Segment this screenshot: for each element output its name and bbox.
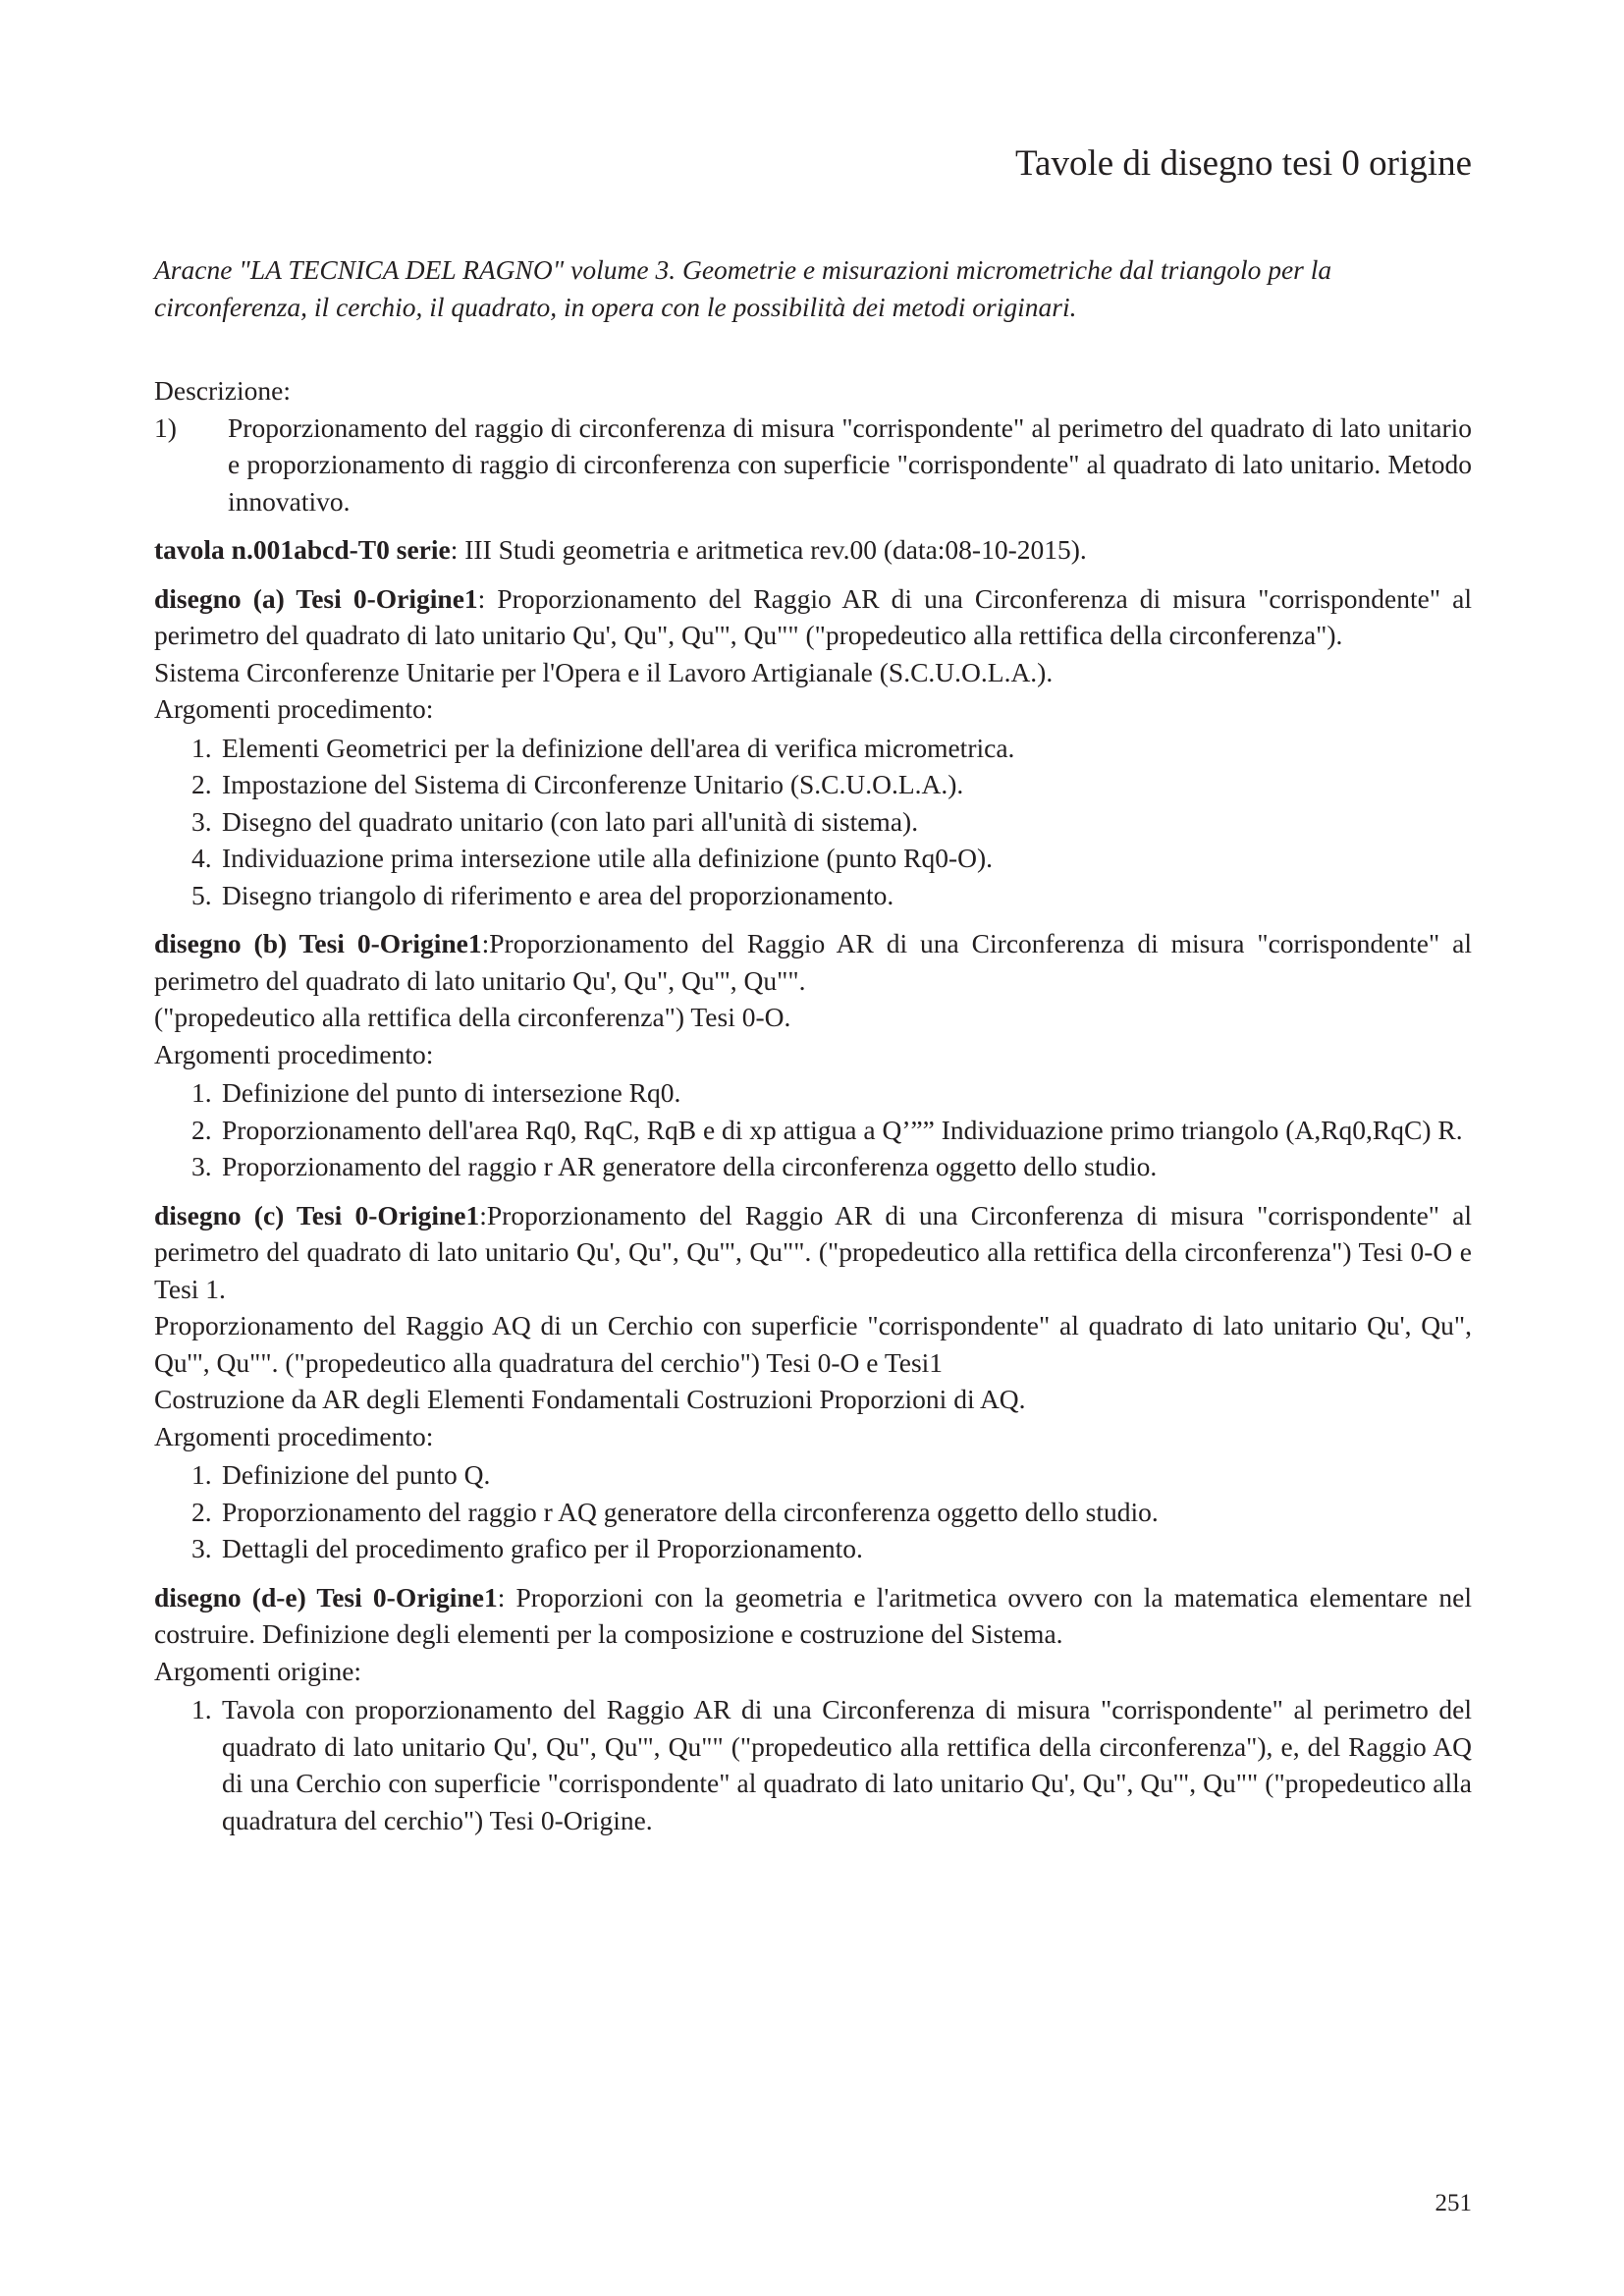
list-item-number: 3. bbox=[191, 1151, 212, 1181]
page-number: 251 bbox=[1435, 2190, 1472, 2216]
tavola-label: tavola n.001abcd-T0 serie bbox=[154, 534, 451, 565]
disegno-a-steps bbox=[154, 730, 1472, 914]
disegno-c-args-heading: Argomenti procedimento: bbox=[154, 1420, 434, 1451]
description-item-text: Proporzionamento del raggio di circonferenza di misura "corrispondente" al perimetro del quadrato di lato unitario e proporzionamento di raggio di circonferenza con superficie "corrispondente" al quadrato di lato unitario. Metodo innovativo. bbox=[228, 411, 1472, 517]
list-item-text: Dettagli del procedimento grafico per il Proporzionamento. bbox=[222, 1533, 863, 1563]
list-item-number: 1. bbox=[191, 732, 212, 763]
disegno-de-args-heading: Argomenti origine: bbox=[154, 1655, 362, 1686]
disegno-a-args-heading: Argomenti procedimento: bbox=[154, 693, 434, 724]
section-disegno-c bbox=[154, 1197, 1472, 1567]
list-item-text: Individuazione prima intersezione utile alla definizione (punto Rq0-O). bbox=[222, 843, 994, 873]
section-disegno-a bbox=[154, 580, 1472, 914]
list-item bbox=[154, 730, 1472, 767]
disegno-de-label: disegno (d-e) Tesi 0-Origine1 bbox=[154, 1581, 498, 1613]
list-item bbox=[154, 766, 1472, 803]
list-item-text: Proporzionamento del raggio r AR generatore della circonferenza oggetto dello studio. bbox=[222, 1151, 1158, 1181]
disegno-c-label: disegno (c) Tesi 0-Origine1 bbox=[154, 1199, 480, 1230]
list-item-number: 2. bbox=[191, 1496, 212, 1527]
disegno-c-line2: Proporzionamento del Raggio AQ di un Cerchio con superficie "corrispondente" al quadrato di lato unitario Qu', Qu", Qu'", Qu"". ("propedeutico alla quadratura del cerchio") Tesi 0-O e Tesi1 bbox=[154, 1310, 1472, 1378]
disegno-a-paragraph bbox=[154, 580, 1472, 654]
list-item-number: 4. bbox=[191, 843, 212, 873]
disegno-c-steps bbox=[154, 1456, 1472, 1567]
disegno-b-paragraph bbox=[154, 925, 1472, 999]
disegno-b-line2: ("propedeutico alla rettifica della circonferenza") Tesi 0-O. bbox=[154, 1002, 791, 1032]
list-item-number: 5. bbox=[191, 879, 212, 910]
disegno-b-args-heading: Argomenti procedimento: bbox=[154, 1038, 434, 1069]
disegno-a-label: disegno (a) Tesi 0-Origine1 bbox=[154, 582, 478, 614]
tavola-line bbox=[154, 531, 1472, 569]
list-item-number: 2. bbox=[191, 769, 212, 799]
description-heading: Descrizione: bbox=[154, 375, 291, 406]
section-disegno-de bbox=[154, 1579, 1472, 1839]
list-item bbox=[154, 840, 1472, 877]
list-item bbox=[154, 1456, 1472, 1494]
list-item bbox=[154, 877, 1472, 914]
disegno-de-steps bbox=[154, 1691, 1472, 1838]
list-item-text: Definizione del punto di intersezione Rq0. bbox=[222, 1077, 681, 1108]
list-item-text: Impostazione del Sistema di Circonferenze Unitario (S.C.U.O.L.A.). bbox=[222, 769, 964, 799]
list-item bbox=[154, 1074, 1472, 1112]
running-title: Tavole di disegno tesi 0 origine bbox=[1015, 143, 1472, 184]
list-item-text: Disegno triangolo di riferimento e area del proporzionamento. bbox=[222, 879, 894, 910]
section-disegno-b bbox=[154, 925, 1472, 1185]
list-item bbox=[154, 1530, 1472, 1567]
disegno-c-text: :Proporzionamento del Raggio AR di una Circonferenza di misura "corrispondente" al perimetro del quadrato di lato unitario Qu', Qu", Qu'", Qu"". ("propedeutico alla rettifica della circonferenza") Tesi 0-O e Tesi 1. bbox=[154, 1199, 1472, 1304]
disegno-a-text: : Proporzionamento del Raggio AR di una Circonferenza di misura "corrispondente" al perimetro del quadrato di lato unitario Qu', Qu", Qu'", Qu"" ("propedeutico alla rettifica della circonferenza"). bbox=[154, 582, 1473, 650]
disegno-de-paragraph bbox=[154, 1579, 1472, 1653]
list-item-number: 2. bbox=[191, 1114, 212, 1145]
description-item-number: 1) bbox=[154, 411, 177, 443]
list-item bbox=[154, 1112, 1472, 1149]
list-item-number: 1. bbox=[191, 1077, 212, 1108]
list-item bbox=[154, 803, 1472, 841]
disegno-a-line2: Sistema Circonferenze Unitarie per l'Opera e il Lavoro Artigianale (S.C.U.O.L.A.). bbox=[154, 656, 1054, 687]
intro-paragraph: Aracne "LA TECNICA DEL RAGNO" volume 3. Geometrie e misurazioni micrometriche dal triangolo per la circonferenza, il cerchio, il quadrato, in opera con le possibilità dei metodi originari. bbox=[154, 254, 1332, 322]
list-item-text: Tavola con proporzionamento del Raggio AR di una Circonferenza di misura "corrispondente" al perimetro del quadrato di lato unitario Qu', Qu", Qu'", Qu"" ("propedeutico alla rettifica della circonferenza"), e, del Raggio AQ di una Cerchio con superficie "corrispondente" al quadrato di lato unitario Qu', Qu", Qu'", Qu"" ("propedeutico alla quadratura del cerchio") Tesi 0-Origine. bbox=[222, 1694, 1472, 1835]
disegno-c-paragraph bbox=[154, 1197, 1472, 1308]
list-item bbox=[154, 1691, 1472, 1838]
page-body bbox=[154, 251, 1472, 1850]
list-item-number: 3. bbox=[191, 1533, 212, 1563]
list-item-text: Elementi Geometrici per la definizione dell'area di verifica micrometrica. bbox=[222, 732, 1015, 763]
list-item bbox=[154, 1494, 1472, 1531]
disegno-b-text: :Proporzionamento del Raggio AR di una Circonferenza di misura "corrispondente" al perimetro del quadrato di lato unitario Qu', Qu", Qu'", Qu"". bbox=[154, 928, 1472, 996]
description-item bbox=[154, 410, 1472, 520]
list-item-text: Proporzionamento dell'area Rq0, RqC, RqB e di xp attigua a Q’”” Individuazione primo triangolo (A,Rq0,RqC) R. bbox=[222, 1114, 1463, 1145]
disegno-de-text: : Proporzioni con la geometria e l'aritmetica ovvero con la matematica elementare nel costruire. Definizione degli elementi per la composizione e costruzione del Sistema. bbox=[154, 1581, 1472, 1649]
tavola-text: : III Studi geometria e aritmetica rev.00 (data:08-10-2015). bbox=[450, 534, 1087, 565]
list-item-text: Proporzionamento del raggio r AQ generatore della circonferenza oggetto dello studio. bbox=[222, 1496, 1159, 1527]
disegno-c-line3: Costruzione da AR degli Elementi Fondamentali Costruzioni Proporzioni di AQ. bbox=[154, 1384, 1026, 1414]
list-item-number: 1. bbox=[191, 1694, 212, 1724]
list-item-text: Disegno del quadrato unitario (con lato pari all'unità di sistema). bbox=[222, 805, 919, 837]
disegno-b-label: disegno (b) Tesi 0-Origine1 bbox=[154, 928, 482, 958]
list-item bbox=[154, 1148, 1472, 1185]
list-item-text: Definizione del punto Q. bbox=[222, 1459, 491, 1490]
list-item-number: 1. bbox=[191, 1459, 212, 1490]
disegno-b-steps bbox=[154, 1074, 1472, 1185]
list-item-number: 3. bbox=[191, 805, 212, 837]
